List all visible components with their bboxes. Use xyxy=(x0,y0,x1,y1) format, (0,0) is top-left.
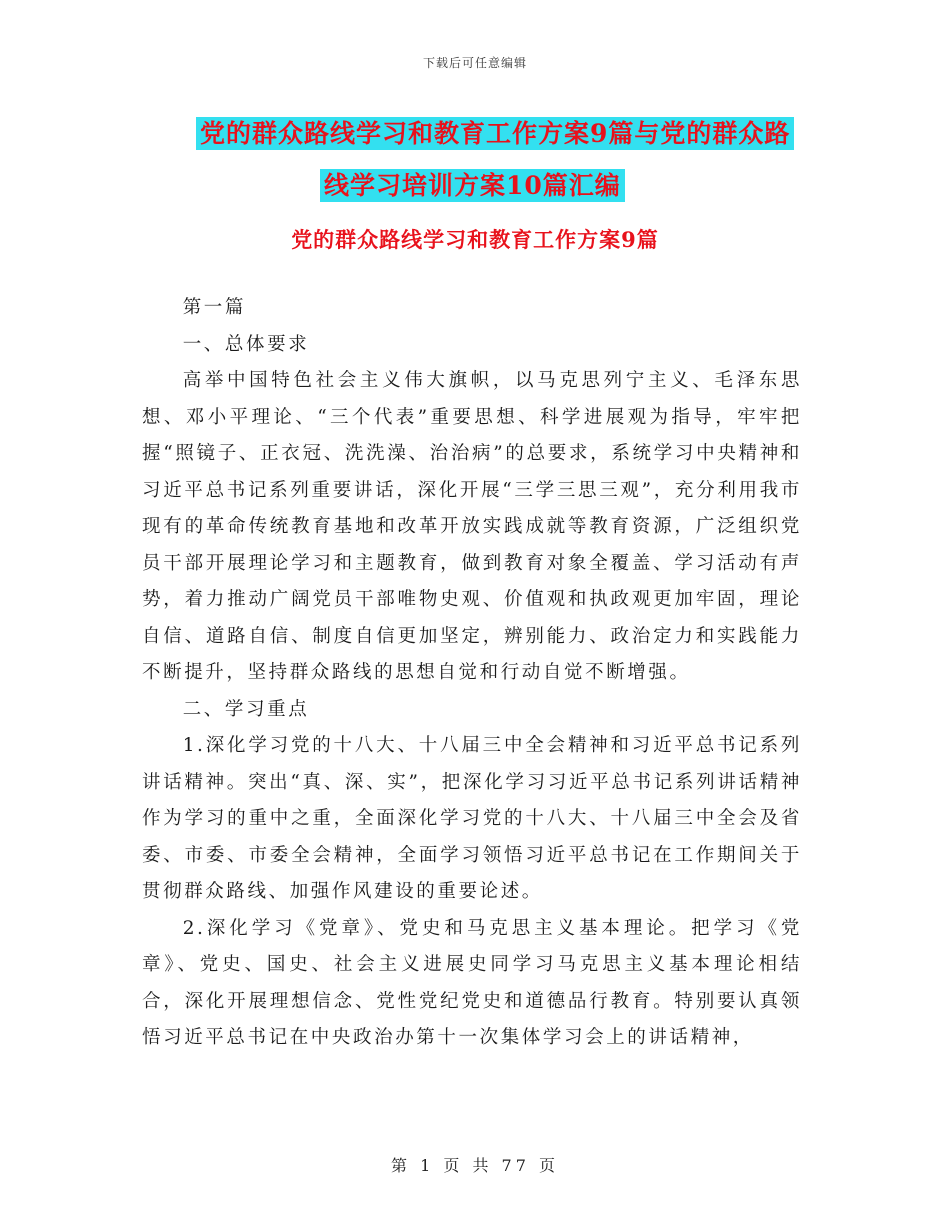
paragraph-study-item-1: 1.深化学习党的十八大、十八届三中全会精神和习近平总书记系列讲话精神。突出“真、深、实”，把深化学习习近平总书记系列讲话精神作为学习的重中之重，全面深化学习党的十八大、十八届三中全会及省委、市委、市委全会精神，全面学习领悟习近平总书记在工作期间关于贯彻群众路线、加强作风建设的重要论述。 xyxy=(142,735,802,902)
heading-study-focus: 二、学习重点 xyxy=(182,698,310,720)
title-line-1-text: 党的群众路线学习和教育工作方案9篇与党的群众路 xyxy=(196,117,794,150)
title-line-2-text: 线学习培训方案10篇汇编 xyxy=(320,169,625,202)
title-line-1 xyxy=(150,108,830,160)
header-note: 下载后可任意编辑 xyxy=(422,56,527,70)
page-number-footer: 第 1 页 共 77 页 xyxy=(391,1156,559,1175)
section-title: 党的群众路线学习和教育工作方案9篇 xyxy=(291,227,659,252)
title-line-2 xyxy=(150,160,830,212)
paragraph-study-item-2: 2.深化学习《党章》、党史和马克思主义基本理论。把学习《党章》、党史、国史、社会主义进展史同学习马克思主义基本理论相结合，深化开展理想信念、党性党纪党史和道德品行教育。特别要认真领悟习近平总书记在中央政治办第十一次集体学习会上的讲话精神， xyxy=(142,917,802,1048)
paragraph-general-requirements: 高举中国特色社会主义伟大旗帜，以马克思列宁主义、毛泽东思想、邓小平理论、“三个代表”重要思想、科学进展观为指导，牢牢把握“照镜子、正衣冠、洗洗澡、治治病”的总要求，系统学习中央精神和习近平总书记系列重要讲话，深化开展“三学三思三观”，充分利用我市现有的革命传统教育基地和改革开放实践成就等教育资源，广泛组织党员干部开展理论学习和主题教育，做到教育对象全覆盖、学习活动有声势，着力推动广阔党员干部唯物史观、价值观和执政观更加牢固，理论自信、道路自信、制度自信更加坚定，辨别能力、政治定力和实践能力不断提升，坚持群众路线的思想自觉和行动自觉不断增强。 xyxy=(142,370,802,683)
part-label: 第一篇 xyxy=(182,297,246,318)
heading-general-requirements: 一、总体要求 xyxy=(182,333,310,355)
body-text xyxy=(142,290,802,1057)
document-title xyxy=(150,108,830,212)
